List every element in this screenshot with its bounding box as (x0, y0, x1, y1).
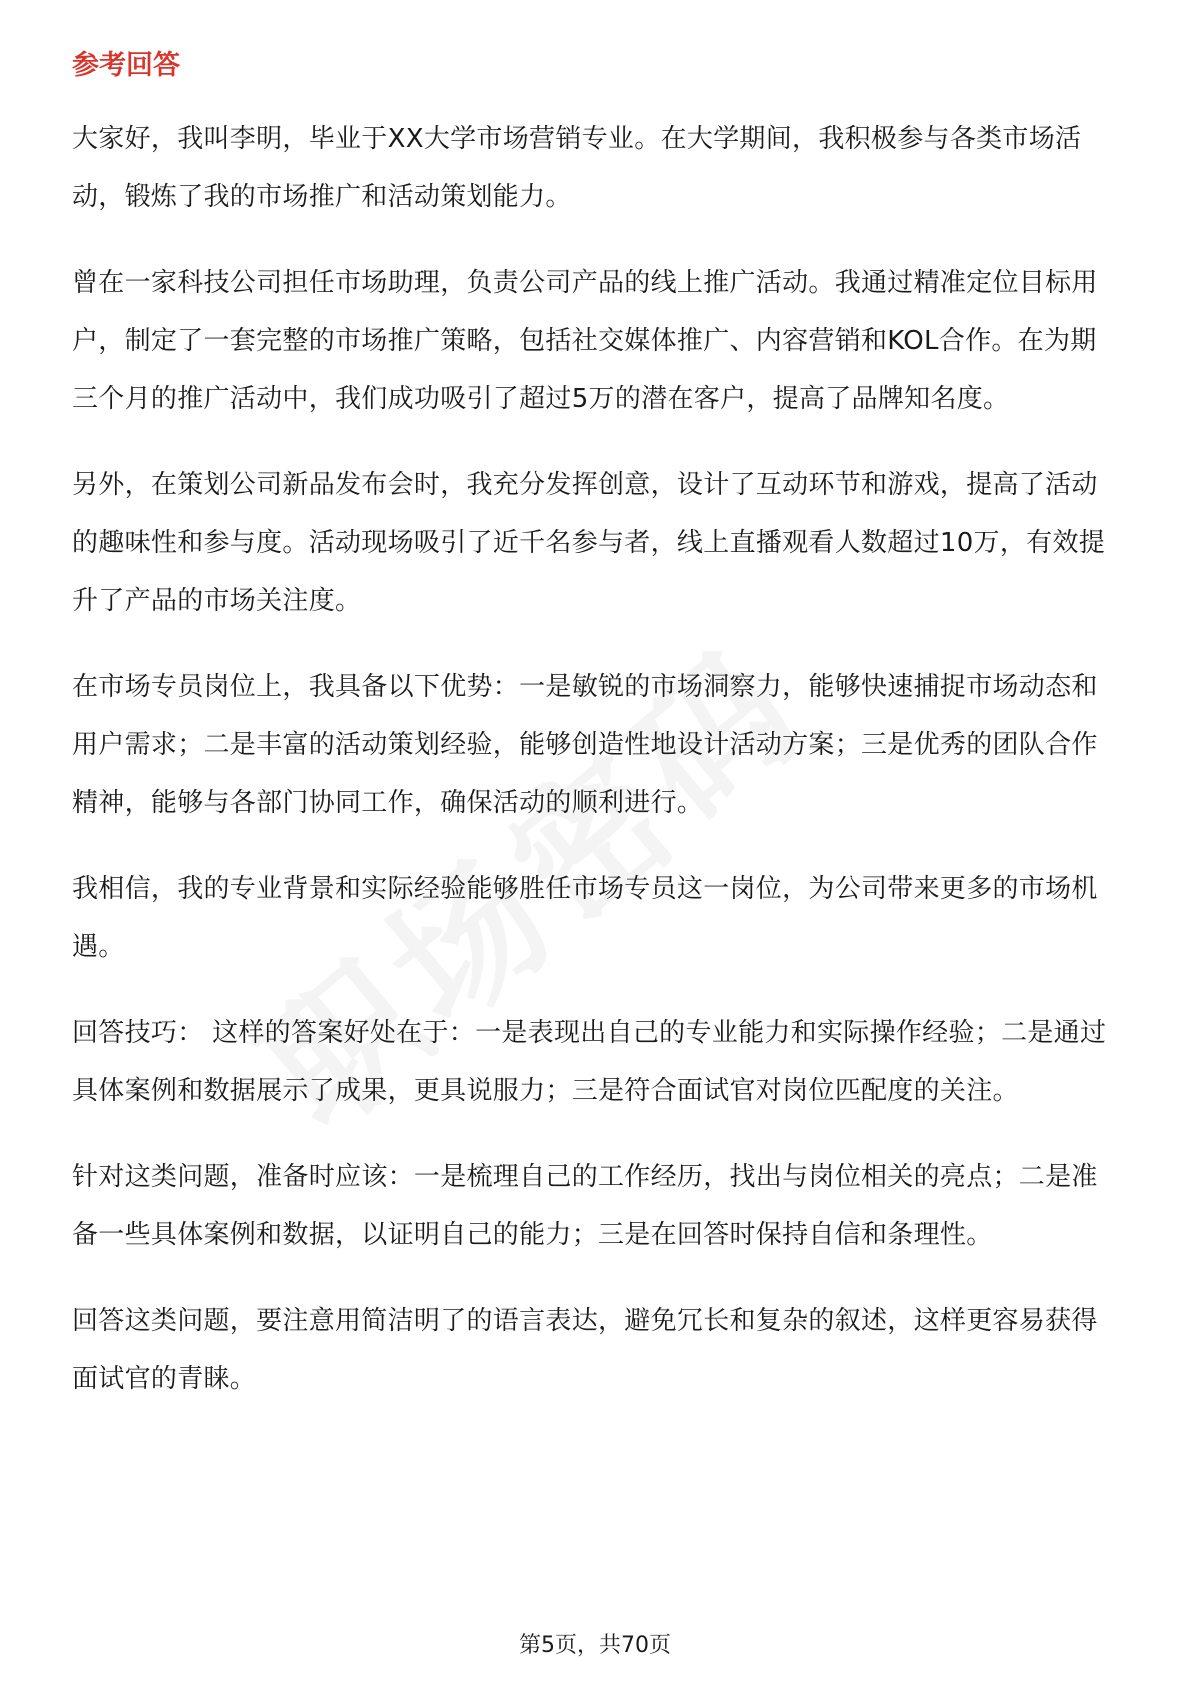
page-number: 第5页，共70页 (519, 1633, 671, 1658)
paragraph-launch-event: 另外，在策划公司新品发布会时，我充分发挥创意，设计了互动环节和游戏，提高了活动的趣味性和参与度。活动现场吸引了近千名参与者，线上直播观看人数超过10万，有效提升了产品的市场关注度。 (72, 470, 1106, 616)
paragraph-experience: 曾在一家科技公司担任市场助理，负责公司产品的线上推广活动。我通过精准定位目标用户，制定了一套完整的市场推广策略，包括社交媒体推广、内容营销和KOL合作。在为期三个月的推广活动中，我们成功吸引了超过5万的潜在客户，提高了品牌知名度。 (72, 268, 1098, 414)
paragraph-expression: 回答这类问题，要注意用简洁明了的语言表达，避免冗长和复杂的叙述，这样更容易获得面试官的青睐。 (72, 1306, 1098, 1394)
answer-content (72, 46, 1122, 1436)
paragraph-strengths: 在市场专员岗位上，我具备以下优势：一是敏锐的市场洞察力，能够快速捕捉市场动态和用户需求；二是丰富的活动策划经验，能够创造性地设计活动方案；三是优秀的团队合作精神，能够与各部门协同工作，确保活动的顺利进行。 (72, 672, 1098, 818)
paragraph-intro: 大家好，我叫李明，毕业于XX大学市场营销专业。在大学期间，我积极参与各类市场活动，锻炼了我的市场推广和活动策划能力。 (72, 124, 1082, 212)
paragraph-conclusion: 我相信，我的专业背景和实际经验能够胜任市场专员这一岗位，为公司带来更多的市场机遇。 (72, 874, 1098, 962)
paragraph-answer-tips: 回答技巧： 这样的答案好处在于：一是表现出自己的专业能力和实际操作经验；二是通过具体案例和数据展示了成果，更具说服力；三是符合面试官对岗位匹配度的关注。 (72, 1018, 1107, 1106)
section-heading: 参考回答 (72, 50, 180, 81)
paragraph-preparation: 针对这类问题，准备时应该：一是梳理自己的工作经历，找出与岗位相关的亮点；二是准备一些具体案例和数据，以证明自己的能力；三是在回答时保持自信和条理性。 (72, 1162, 1098, 1250)
